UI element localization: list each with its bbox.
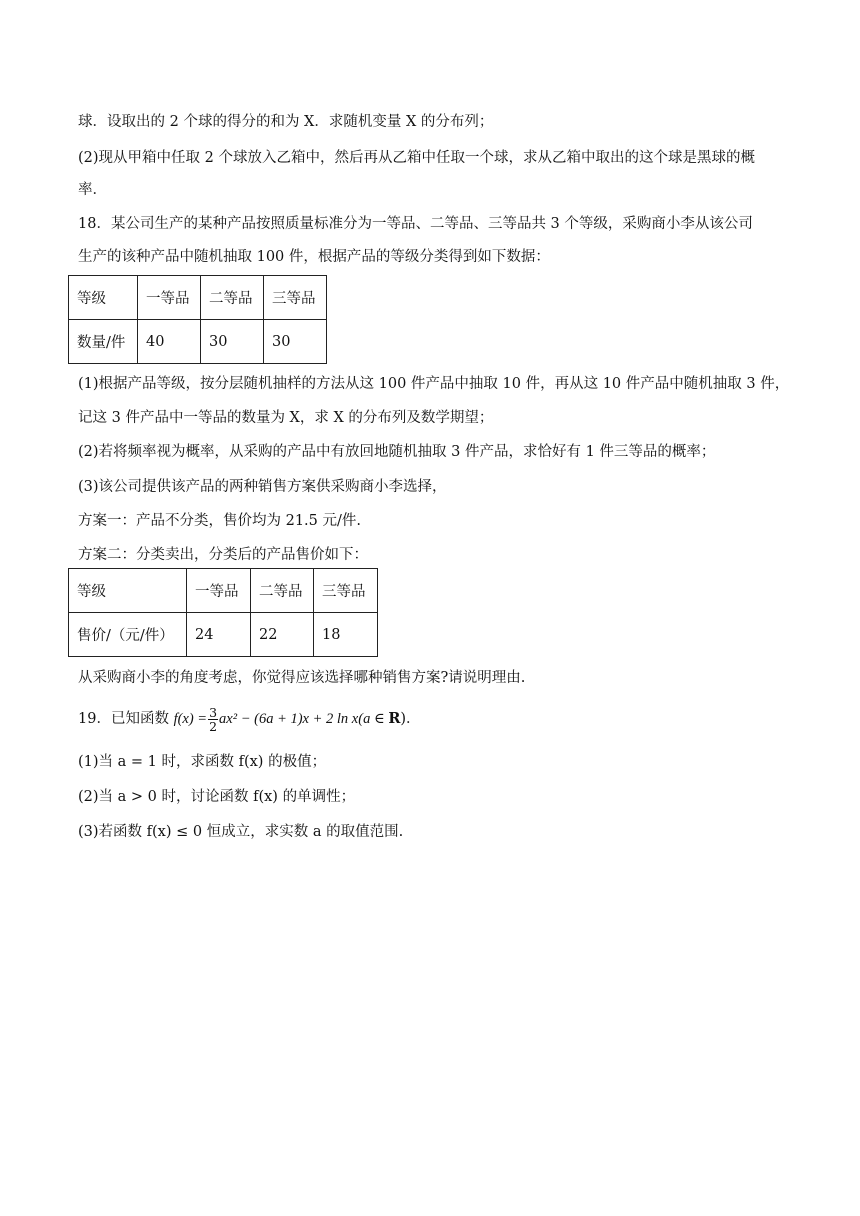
- sub-question-3: (3)若函数 f(x) ≤ 0 恒成立，求实数 a 的取值范围.: [78, 824, 404, 840]
- fraction: [208, 706, 218, 733]
- table-cell: 二等品: [251, 569, 314, 613]
- table-cell: 一等品: [138, 276, 201, 320]
- table-cell: 30: [264, 320, 327, 364]
- text-line: 从采购商小李的角度考虑，你觉得应该选择哪种销售方案?请说明理由.: [78, 670, 526, 686]
- table-cell: 22: [251, 613, 314, 657]
- table-cell: 等级: [69, 276, 138, 320]
- fraction-denominator: 2: [209, 718, 218, 734]
- table-cell: 30: [201, 320, 264, 364]
- sub-question-2: (2)当 a > 0 时，讨论函数 f(x) 的单调性；: [78, 789, 356, 805]
- table-row: [69, 569, 378, 613]
- table-row: [69, 320, 327, 364]
- text-line: 球．设取出的 2 个球的得分的和为 X．求随机变量 X 的分布列；: [78, 114, 494, 130]
- formula-part: )．: [400, 711, 421, 727]
- table-cell: 18: [314, 613, 378, 657]
- question-19-prefix: 19．已知函数: [78, 711, 169, 727]
- price-table: [68, 568, 378, 657]
- table-cell: 售价/（元/件）: [69, 613, 187, 657]
- table-row: [69, 613, 378, 657]
- text-line: 记这 3 件产品中一等品的数量为 X，求 X 的分布列及数学期望；: [78, 410, 494, 426]
- question-19: [78, 703, 421, 735]
- text-line: 方案一：产品不分类，售价均为 21.5 元/件.: [78, 513, 361, 529]
- real-numbers-symbol: R: [388, 710, 401, 727]
- formula-part: ax² − (6a + 1)x + 2 ln x(a ∈: [219, 711, 389, 727]
- table-row: [69, 276, 327, 320]
- table-cell: 40: [138, 320, 201, 364]
- text-line: (3)该公司提供该产品的两种销售方案供采购商小李选择，: [78, 479, 447, 495]
- text-line: 方案二：分类卖出，分类后的产品售价如下：: [78, 547, 368, 563]
- text-line: 生产的该种产品中随机抽取 100 件，根据产品的等级分类得到如下数据：: [78, 249, 550, 265]
- question-18-intro: 18．某公司生产的某种产品按照质量标准分为一等品、二等品、三等品共 3 个等级，采购商小李从该公司: [78, 216, 753, 232]
- table-cell: 三等品: [264, 276, 327, 320]
- sub-question-1: (1)当 a = 1 时，求函数 f(x) 的极值；: [78, 754, 327, 770]
- text-line: (2)若将频率视为概率，从采购的产品中有放回地随机抽取 3 件产品，求恰好有 1 件三等品的概率；: [78, 444, 716, 460]
- table-cell: 等级: [69, 569, 187, 613]
- formula-part: f(x) =: [173, 711, 208, 727]
- table-cell: 数量/件: [69, 320, 138, 364]
- table-cell: 一等品: [187, 569, 251, 613]
- table-cell: 二等品: [201, 276, 264, 320]
- quantity-table: [68, 275, 327, 364]
- text-line: (2)现从甲箱中任取 2 个球放入乙箱中，然后再从乙箱中任取一个球，求从乙箱中取出的这个球是黑球的概: [78, 150, 755, 166]
- text-line: (1)根据产品等级，按分层随机抽样的方法从这 100 件产品中抽取 10 件，再从这 10 件产品中随机抽取 3 件，: [78, 376, 790, 392]
- fraction-numerator: 3: [209, 704, 218, 720]
- text-line: 率．: [78, 182, 107, 198]
- table-cell: 三等品: [314, 569, 378, 613]
- table-cell: 24: [187, 613, 251, 657]
